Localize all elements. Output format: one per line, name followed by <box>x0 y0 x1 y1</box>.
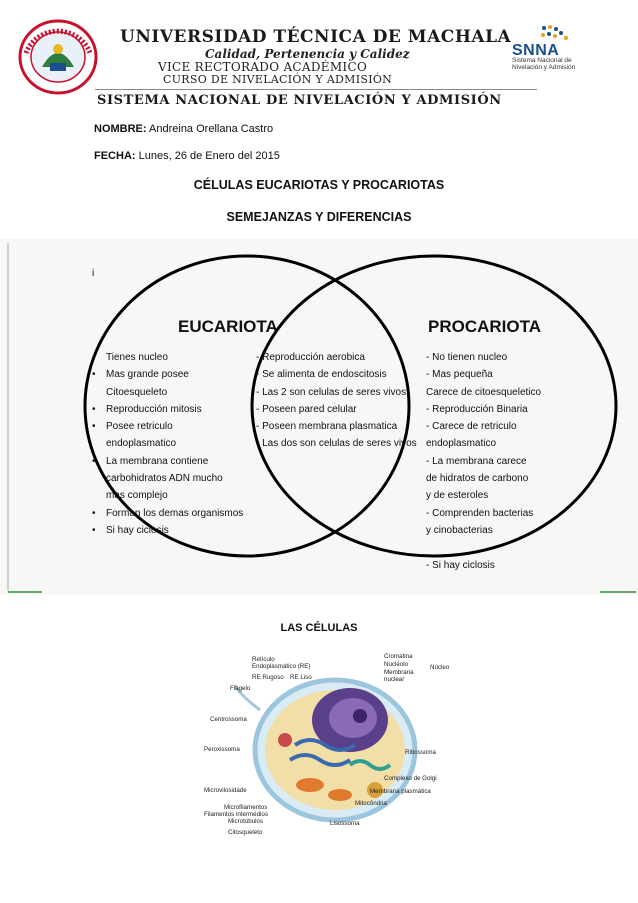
label-filamentos: Filamentos intermédios <box>204 811 268 818</box>
snna-caption-line1: Sistema Nacional de <box>512 57 572 64</box>
stray-mark: i <box>92 268 95 279</box>
nombre-line <box>94 123 273 135</box>
right-item <box>426 487 541 504</box>
university-motto: Calidad, Pertenencia y Calidez <box>205 47 410 61</box>
left-item <box>92 522 243 539</box>
common-item <box>256 366 417 383</box>
label-peroxissoma: Peroxissoma <box>204 746 240 753</box>
common-item <box>256 418 417 435</box>
snna-logo-text: SNNA <box>512 42 560 59</box>
label-endoplasmatico: Endoplasmático (RE) <box>252 663 311 670</box>
item-text: - Reproducción aerobica <box>256 352 365 363</box>
item-text: Forman los demas organismos <box>106 507 244 519</box>
common-list <box>256 349 417 453</box>
header-divider <box>95 89 537 90</box>
bullet-icon: • <box>92 369 96 381</box>
procariota-title: PROCARIOTA <box>428 317 542 336</box>
bullet-icon: • <box>92 403 96 415</box>
item-text: Carece de citoesqueletico <box>426 386 542 398</box>
right-item <box>426 505 541 522</box>
fecha-line <box>94 150 280 162</box>
item-text: La membrana contiene <box>106 455 209 467</box>
snna-caption-line2: Nivelación y Admisión <box>512 64 576 71</box>
item-text: - No tienen nucleo <box>426 352 508 363</box>
right-item <box>426 557 541 574</box>
left-item <box>92 418 243 435</box>
right-item <box>426 349 541 366</box>
page-title: CÉLULAS EUCARIOTAS Y PROCARIOTAS <box>193 178 445 192</box>
curso-nivelacion: CURSO DE NIVELACIÓN Y ADMISIÓN <box>163 73 393 86</box>
common-item <box>256 435 417 452</box>
item-text: y cinobacterias <box>426 524 493 536</box>
label-lisossoma: Lisossoma <box>330 820 360 827</box>
procariota-list <box>426 349 541 574</box>
snna-caption <box>512 57 575 71</box>
item-text: de hidratos de carbono <box>426 473 529 485</box>
common-item <box>256 401 417 418</box>
eucariota-list <box>92 349 244 539</box>
right-item <box>426 384 541 401</box>
label-citoesqueleto: Citosqueleto <box>228 829 263 836</box>
item-text: Si hay ciclosis <box>106 524 169 536</box>
common-item <box>256 384 417 401</box>
university-seal-logo <box>12 19 104 95</box>
item-text: - Si hay ciclosis <box>426 559 495 571</box>
fecha-value: Lunes, 26 de Enero del 2015 <box>138 150 280 162</box>
item-text: - Las 2 son celulas de seres vivos <box>256 386 407 398</box>
label-flagelo: Flagelo <box>230 685 251 692</box>
left-item <box>92 366 243 383</box>
left-item <box>106 435 243 452</box>
item-text: y de esteroles <box>426 490 489 502</box>
cell-diagram <box>200 650 460 840</box>
bullet-icon: • <box>92 421 96 433</box>
cells-title: LAS CÉLULAS <box>280 622 358 634</box>
label-golgi: Complexo de Golgi <box>384 775 437 782</box>
label-microtubulos: Microtúbulos <box>228 818 264 825</box>
item-text: Mas grande posee <box>106 369 189 381</box>
item-text: endoplasmatico <box>106 438 177 450</box>
item-text: Posee retriculo <box>106 421 173 433</box>
left-item <box>106 384 243 401</box>
item-text: - Se alimenta de endoscitosis <box>256 369 387 381</box>
nombre-label: NOMBRE: <box>94 123 147 135</box>
left-item <box>106 487 243 504</box>
item-text: - Poseen pared celular <box>256 403 357 415</box>
item-text: Citoesqueleto <box>106 386 168 398</box>
eucariota-title: EUCARIOTA <box>178 317 278 336</box>
left-item <box>106 470 243 487</box>
label-nuclear: nuclear <box>384 676 405 683</box>
label-microfilamentos: Microfilamentos <box>224 804 268 811</box>
item-text: - Poseen membrana plasmatica <box>256 421 398 433</box>
label-re-rugoso: RE Rugoso <box>252 674 284 681</box>
item-text: endoplasmatico <box>426 438 497 450</box>
label-mitocondria: Mitocôndria <box>355 800 387 807</box>
right-item <box>426 539 541 556</box>
bullet-icon: • <box>92 507 96 519</box>
label-microvilosidade: Microvilosidade <box>204 787 247 794</box>
right-item <box>426 435 541 452</box>
nombre-value: Andreina Orellana Castro <box>149 123 274 135</box>
university-name: UNIVERSIDAD TÉCNICA DE MACHALA <box>120 27 512 47</box>
venn-diagram <box>0 239 638 595</box>
item-text: Tienes nucleo <box>106 352 168 363</box>
label-membrana-plasmatica: Membrana plasmática <box>370 788 431 795</box>
common-item <box>256 349 417 366</box>
label-re-liso: RE Liso <box>290 674 312 681</box>
right-item <box>426 401 541 418</box>
label-reticulo: Retículo <box>252 656 275 663</box>
right-item <box>426 366 541 383</box>
snna-dots-icon <box>538 24 572 44</box>
label-nucleolo: Nucléolo <box>384 661 409 668</box>
vice-rectorado: VICE RECTORADO ACADÉMICO <box>158 60 368 74</box>
item-text: - Comprenden bacterias <box>426 507 534 519</box>
right-item <box>426 522 541 539</box>
left-item <box>92 349 243 366</box>
bullet-icon: • <box>92 352 96 363</box>
right-item <box>426 418 541 435</box>
item-text: - Mas pequeña <box>426 369 493 381</box>
left-item <box>92 401 243 418</box>
label-ribossoma: Ribossoma <box>405 749 436 756</box>
right-item <box>426 470 541 487</box>
left-item <box>92 505 244 522</box>
left-item <box>92 453 243 470</box>
label-centrossoma: Centrossoma <box>210 716 247 723</box>
label-nucleo: Núcleo <box>430 664 450 671</box>
bullet-icon: • <box>92 455 96 467</box>
item-text: carbohidratos ADN mucho <box>106 473 223 485</box>
item-text: - Las dos son celulas de seres vivos <box>256 438 417 450</box>
fecha-label: FECHA: <box>94 150 136 162</box>
item-text: mas complejo <box>106 490 168 502</box>
item-text: - Carece de retriculo <box>426 421 517 433</box>
item-text: Reproducción mitosis <box>106 403 202 415</box>
sistema-nacional-banner: SISTEMA NACIONAL DE NIVELACIÓN Y ADMISIÓN <box>97 93 502 108</box>
page-subtitle: SEMEJANZAS Y DIFERENCIAS <box>226 210 412 224</box>
document-header <box>0 0 638 112</box>
bullet-icon: • <box>92 524 96 536</box>
item-text: - Reproducción Binaria <box>426 403 528 415</box>
item-text: - La membrana carece <box>426 455 527 467</box>
label-cromatina: Cromatina <box>384 653 413 660</box>
label-membrana: Membrana <box>384 669 414 676</box>
right-item <box>426 453 541 470</box>
